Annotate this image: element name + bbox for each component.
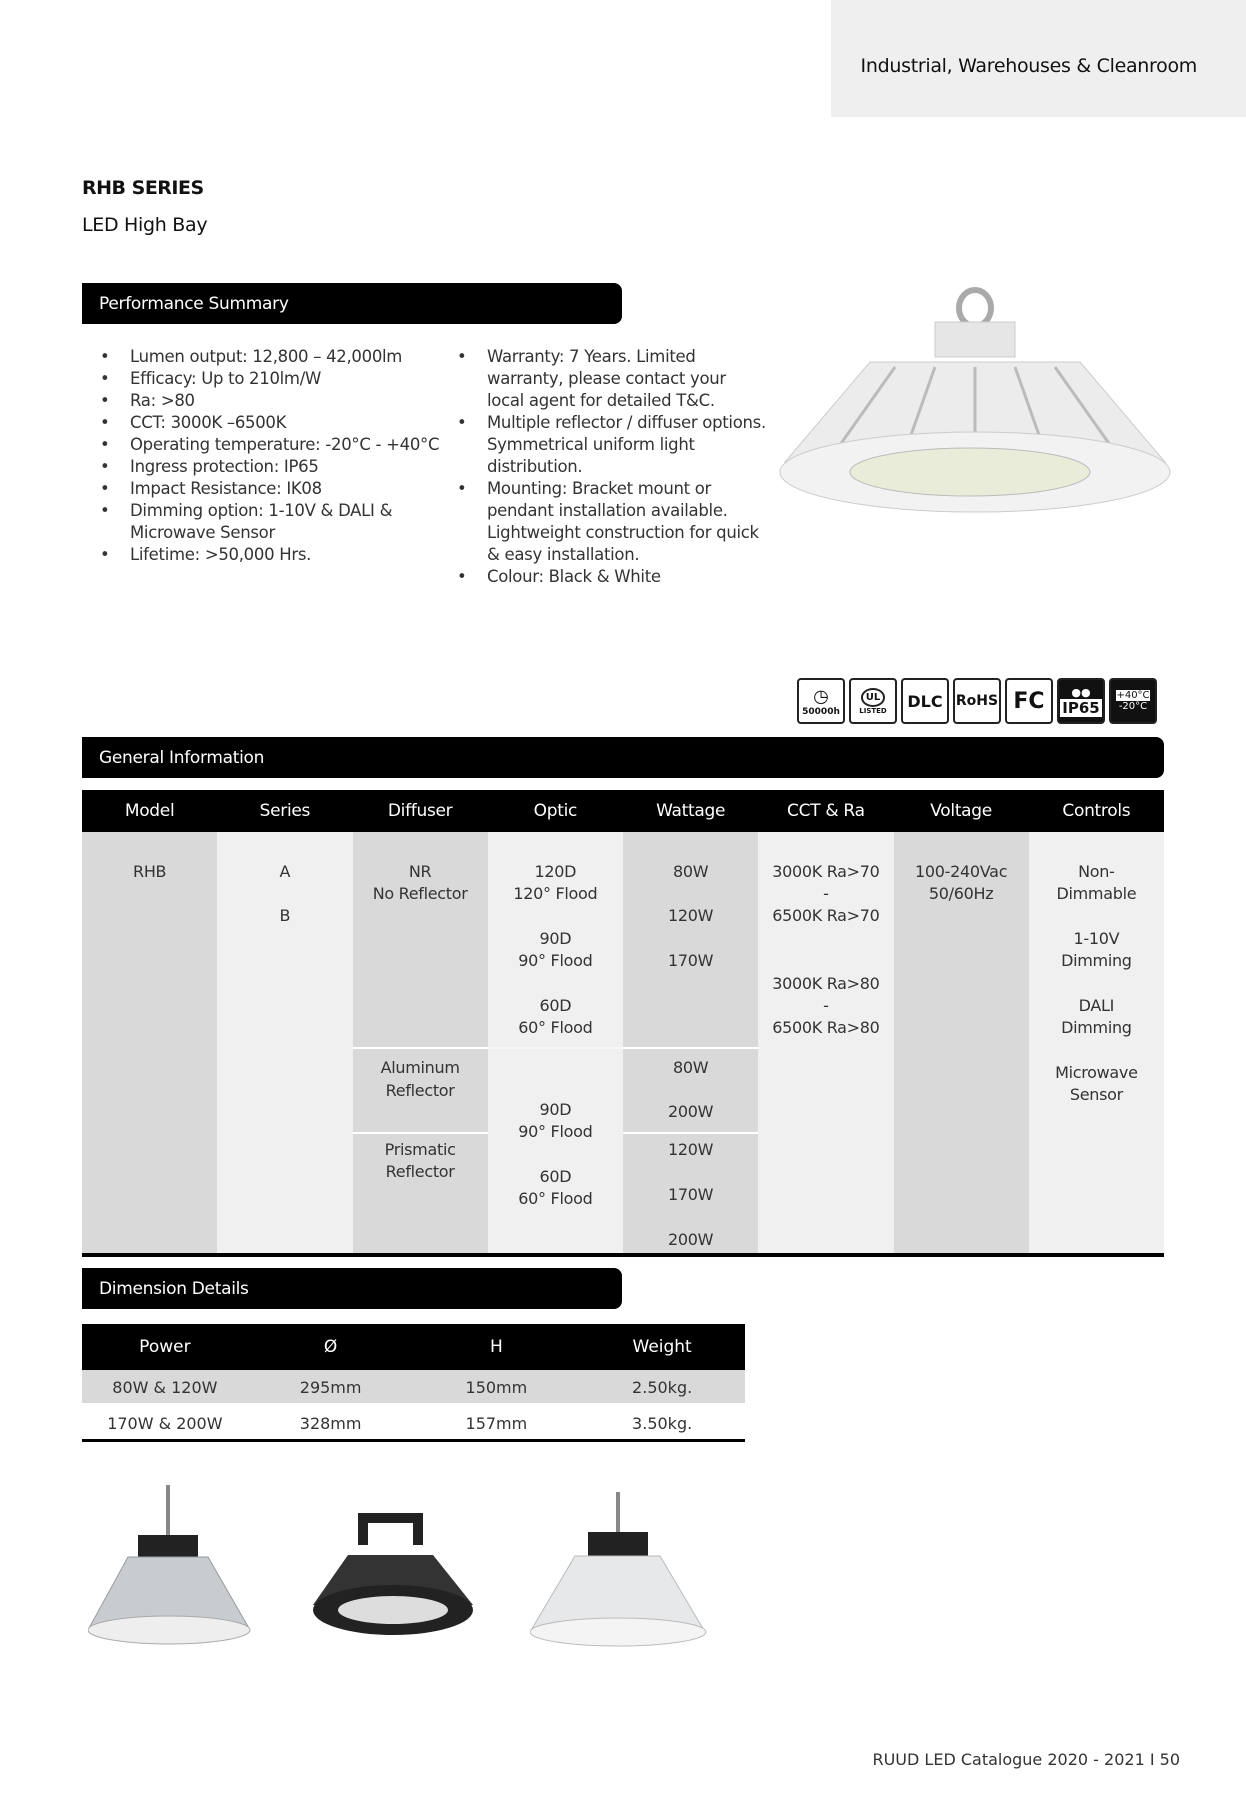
section-title: Industrial, Warehouses & Cleanroom <box>860 55 1197 77</box>
table-cell: 1-10V <box>1073 929 1120 948</box>
spec-item: • Efficacy: Up to 210lm/W <box>100 368 440 390</box>
diffuser-column <box>353 832 488 1253</box>
dimension-details-heading <box>82 1268 622 1309</box>
table-body <box>82 832 1164 1257</box>
table-cell: 80W <box>672 1058 709 1077</box>
table-cell: 120D <box>534 862 577 881</box>
spec-item: • Lumen output: 12,800 – 42,000lm <box>100 346 440 368</box>
row-divider <box>623 1047 758 1049</box>
table-row <box>82 1370 745 1406</box>
row-divider <box>623 1132 758 1134</box>
heading-label: Performance Summary <box>99 293 289 314</box>
table-cell: 6500K Ra>70 <box>772 906 880 925</box>
table-cell: 170W & 200W <box>107 1414 223 1433</box>
fcc-icon: FC <box>1013 688 1045 714</box>
spec-item: • Warranty: 7 Years. Limited warranty, please contact your local agent for detailed T&C. <box>457 346 767 412</box>
table-cell: Dimming <box>1061 1018 1132 1037</box>
table-cell: 80W & 120W <box>112 1378 218 1397</box>
table-cell: 3000K Ra>70 <box>772 862 880 881</box>
table-cell: Dimming <box>1061 951 1132 970</box>
table-cell: 295mm <box>299 1378 362 1397</box>
performance-list-right <box>457 346 767 588</box>
column-header: CCT & Ra <box>787 801 865 821</box>
table-cell: 100-240Vac <box>915 862 1008 881</box>
general-information-heading <box>82 737 1164 778</box>
controls-column <box>1029 832 1164 1253</box>
ul-icon: UL <box>861 688 886 707</box>
column-header: Ø <box>323 1337 338 1357</box>
table-cell: NR <box>408 862 432 881</box>
page-footer: RUUD LED Catalogue 2020 - 2021 I 50 <box>872 1750 1180 1769</box>
column-header: Optic <box>533 801 578 821</box>
table-cell: 170W <box>668 951 714 970</box>
badge-label: IP65 <box>1062 698 1100 717</box>
ul-listed-badge <box>849 678 897 724</box>
spec-item: • Ra: >80 <box>100 390 440 412</box>
product-image-aluminum-reflector <box>530 1492 710 1652</box>
heading-label: Dimension Details <box>99 1278 249 1299</box>
table-cell: 3.50kg. <box>632 1414 693 1433</box>
table-cell: 200W <box>668 1102 714 1121</box>
badge-label: +40°C <box>1116 690 1150 701</box>
series-title: RHB SERIES <box>82 177 204 199</box>
rohs-badge <box>953 678 1001 724</box>
spec-item: • Lifetime: >50,000 Hrs. <box>100 544 440 566</box>
table-header <box>82 790 1164 832</box>
dlc-icon: DLC <box>907 691 943 711</box>
dlc-badge <box>901 678 949 724</box>
model-column <box>82 832 217 1253</box>
row-divider <box>353 1132 488 1134</box>
spec-item: • Colour: Black & White <box>457 566 767 588</box>
product-subtitle: LED High Bay <box>82 214 208 236</box>
optic-column <box>488 832 623 1253</box>
table-cell: Sensor <box>1069 1085 1123 1104</box>
table-cell: 90D <box>539 1100 572 1119</box>
badge-label: LISTED <box>859 706 887 715</box>
heading-label: General Information <box>99 747 265 768</box>
table-cell: 120° Flood <box>513 884 598 903</box>
general-information-table <box>82 790 1164 1257</box>
spec-item: • Operating temperature: -20°C - +40°C <box>100 434 440 456</box>
spec-item: • Mounting: Bracket mount or pendant installation available. Lightweight construction for quick & easy installation. <box>457 478 767 566</box>
table-cell: 80W <box>672 862 709 881</box>
badge-label: 50000h <box>802 706 840 717</box>
fcc-badge <box>1005 678 1053 724</box>
table-cell: 90D <box>539 929 572 948</box>
performance-list-left <box>100 346 440 566</box>
table-cell: 3000K Ra>80 <box>772 974 880 993</box>
column-header: Power <box>139 1337 191 1357</box>
table-cell: 60D <box>539 996 572 1015</box>
table-cell: - <box>823 996 829 1015</box>
column-header: Model <box>124 801 175 821</box>
table-cell: No Reflector <box>372 884 468 903</box>
certification-badges <box>797 678 1157 724</box>
clock-icon: ◷ <box>813 685 829 707</box>
spec-item: • CCT: 3000K –6500K <box>100 412 440 434</box>
table-cell: 90° Flood <box>518 951 593 970</box>
row-divider <box>488 1047 623 1049</box>
spec-item: • Ingress protection: IP65 <box>100 456 440 478</box>
product-image-prismatic-reflector <box>88 1485 258 1650</box>
column-header: Weight <box>632 1337 692 1357</box>
table-cell: Aluminum <box>380 1058 460 1077</box>
temperature-badge <box>1109 678 1157 724</box>
spec-item: • Impact Resistance: IK08 <box>100 478 440 500</box>
table-cell: 50/60Hz <box>928 884 994 903</box>
table-cell: 2.50kg. <box>632 1378 693 1397</box>
table-cell: Reflector <box>385 1081 455 1100</box>
table-cell: 120W <box>668 1140 714 1159</box>
table-cell: 6500K Ra>80 <box>772 1018 880 1037</box>
table-cell: A <box>279 862 291 881</box>
spec-item: • Dimming option: 1-10V & DALI & Microwave Sensor <box>100 500 440 544</box>
table-cell: 120W <box>668 906 714 925</box>
spec-item: • Multiple reflector / diffuser options. Symmetrical uniform light distribution. <box>457 412 767 478</box>
table-cell: RHB <box>133 862 167 881</box>
badge-label: -20°C <box>1118 701 1148 712</box>
water-drops-icon: ●● <box>1071 685 1091 699</box>
table-cell: 328mm <box>299 1414 362 1433</box>
column-header: Controls <box>1062 801 1131 821</box>
badge-label: RoHS <box>955 693 999 709</box>
ip65-badge <box>1057 678 1105 724</box>
column-header: H <box>489 1337 503 1357</box>
table-cell: Reflector <box>385 1162 455 1181</box>
table-cell: Non- <box>1078 862 1115 881</box>
table-cell: 157mm <box>465 1414 528 1433</box>
table-header <box>82 1324 745 1370</box>
dimension-table <box>82 1324 745 1442</box>
product-image-bracket-mount <box>308 1510 478 1645</box>
voltage-column <box>894 832 1029 1253</box>
table-row <box>82 1406 745 1442</box>
wattage-column <box>623 832 758 1253</box>
lifetime-badge <box>797 678 845 724</box>
column-header: Wattage <box>656 801 726 821</box>
product-image-highbay <box>775 282 1175 522</box>
performance-summary-heading <box>82 283 622 324</box>
table-cell: 150mm <box>465 1378 528 1397</box>
column-header: Series <box>259 801 311 821</box>
table-cell: B <box>279 906 291 925</box>
row-divider <box>353 1047 488 1049</box>
table-cell: Dimmable <box>1056 884 1137 903</box>
table-cell: 90° Flood <box>518 1122 593 1141</box>
table-cell: 60° Flood <box>518 1189 593 1208</box>
table-cell: - <box>823 884 829 903</box>
table-cell: DALI <box>1078 996 1115 1015</box>
column-header: Voltage <box>930 801 992 821</box>
table-cell: 170W <box>668 1185 714 1204</box>
table-cell: 200W <box>668 1230 714 1249</box>
table-cell: Prismatic <box>384 1140 456 1159</box>
table-cell: 60D <box>539 1167 572 1186</box>
table-cell: Microwave <box>1055 1063 1138 1082</box>
section-header <box>831 0 1246 117</box>
series-column <box>217 832 352 1253</box>
cct-column <box>758 832 893 1253</box>
table-cell: 60° Flood <box>518 1018 593 1037</box>
column-header: Diffuser <box>387 801 453 821</box>
